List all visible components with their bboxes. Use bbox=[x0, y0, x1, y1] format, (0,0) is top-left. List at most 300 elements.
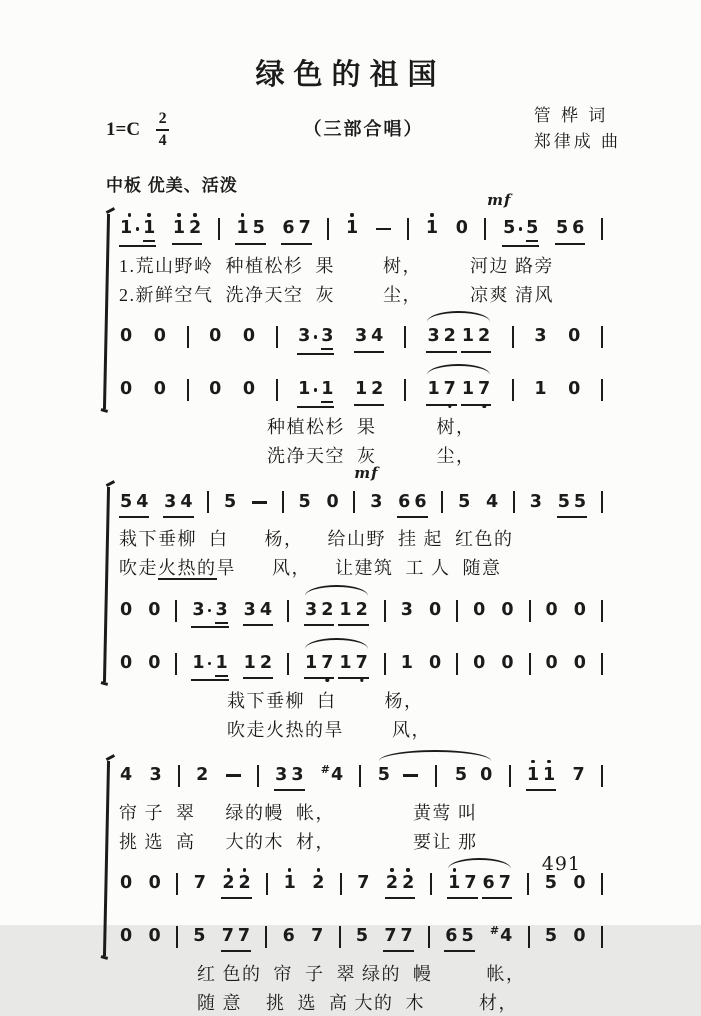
barline bbox=[529, 600, 531, 622]
pitch-digit: 1 bbox=[143, 218, 156, 239]
note-glyph bbox=[462, 326, 474, 348]
pitch-digit: 3 bbox=[305, 599, 318, 620]
note bbox=[321, 320, 333, 350]
note bbox=[426, 212, 438, 240]
note bbox=[291, 759, 303, 787]
pitch-digit: 1 bbox=[172, 218, 186, 239]
pitch-digit: 5 bbox=[544, 873, 557, 894]
beamed-subgroup bbox=[461, 320, 491, 353]
music-line bbox=[119, 464, 603, 523]
note bbox=[355, 373, 367, 401]
duration-dash bbox=[403, 774, 418, 777]
note-glyph bbox=[546, 653, 558, 675]
beamed-subgroup bbox=[338, 647, 368, 680]
note-glyph bbox=[209, 326, 221, 348]
pitch-digit: 1 bbox=[543, 765, 556, 785]
note bbox=[120, 212, 139, 240]
octave-dot-below bbox=[360, 678, 363, 681]
note-glyph bbox=[120, 765, 132, 787]
note-group bbox=[119, 920, 133, 948]
pitch-digit: 2 bbox=[196, 765, 209, 785]
note-glyph bbox=[355, 379, 367, 401]
pitch-digit: 0 bbox=[120, 652, 133, 673]
note-glyph bbox=[572, 765, 584, 787]
pitch-digit: 7 bbox=[237, 926, 251, 947]
music-line bbox=[119, 191, 603, 250]
pitch-digit: 1 bbox=[298, 379, 311, 400]
note-glyph bbox=[149, 765, 161, 787]
barline bbox=[430, 873, 432, 895]
pitch-digit: 5 bbox=[526, 218, 539, 239]
note-group bbox=[375, 212, 392, 240]
pitch-digit: 0 bbox=[120, 379, 133, 400]
tempo-marking: 中板 优美、活泼 bbox=[106, 176, 238, 195]
barline bbox=[327, 218, 329, 240]
note-glyph bbox=[299, 491, 311, 513]
note bbox=[478, 373, 490, 401]
note-glyph bbox=[120, 491, 132, 513]
pitch-digit: 3 bbox=[298, 326, 311, 347]
augmentation-dot bbox=[519, 227, 522, 230]
note-glyph bbox=[238, 926, 250, 948]
barline bbox=[601, 218, 603, 240]
note-glyph bbox=[236, 218, 248, 240]
dot bbox=[128, 213, 131, 216]
note bbox=[486, 485, 498, 513]
note-glyph bbox=[501, 653, 513, 675]
note-group bbox=[153, 373, 167, 401]
pitch-digit: 1 bbox=[321, 379, 334, 400]
note-glyph bbox=[573, 873, 585, 895]
rest-note bbox=[473, 594, 485, 622]
barline bbox=[601, 600, 603, 622]
note bbox=[448, 867, 460, 895]
note bbox=[215, 647, 227, 677]
lyric-text: 洗净天空 灰 尘， bbox=[267, 446, 476, 467]
meta-row bbox=[106, 103, 621, 163]
note-glyph bbox=[426, 218, 438, 240]
barline bbox=[257, 765, 259, 787]
pitch-digit: 7 bbox=[193, 873, 206, 894]
rest-note bbox=[148, 920, 160, 948]
pitch-digit: 0 bbox=[209, 379, 222, 400]
dot bbox=[453, 868, 456, 871]
note-group bbox=[572, 920, 586, 948]
note bbox=[299, 485, 311, 513]
tie-group bbox=[446, 867, 513, 900]
pitch-digit: 0 bbox=[326, 491, 339, 512]
dash-note bbox=[403, 759, 418, 787]
pitch-digit: 4 bbox=[371, 326, 384, 347]
note-group bbox=[147, 920, 161, 948]
below-lyrics bbox=[106, 961, 603, 1016]
barline bbox=[287, 600, 289, 622]
lyric-line bbox=[119, 526, 603, 552]
below-lyrics bbox=[106, 688, 603, 743]
pitch-digit: 3 bbox=[215, 599, 228, 620]
note-group bbox=[355, 920, 369, 948]
note bbox=[455, 759, 467, 787]
note-glyph bbox=[283, 926, 295, 948]
note-group bbox=[567, 373, 581, 401]
beamed-group bbox=[172, 212, 202, 245]
tie-group bbox=[377, 759, 494, 787]
barline bbox=[176, 926, 178, 948]
barline bbox=[428, 926, 430, 948]
note-group bbox=[489, 920, 513, 948]
pitch-digit: 2 bbox=[189, 218, 202, 239]
note-group bbox=[192, 920, 206, 948]
barline bbox=[359, 765, 361, 787]
barline bbox=[513, 491, 515, 513]
note bbox=[556, 212, 568, 240]
note-glyph bbox=[573, 926, 585, 948]
note bbox=[339, 647, 351, 675]
system-2 bbox=[106, 464, 603, 742]
beamed-group bbox=[526, 759, 556, 792]
note-glyph bbox=[435, 765, 437, 787]
pitch-digit: 0 bbox=[120, 599, 133, 620]
barline bbox=[175, 653, 177, 675]
system-bracket bbox=[103, 214, 110, 409]
pitch-digit: 1 bbox=[120, 218, 133, 239]
pitch-digit: 7 bbox=[311, 926, 324, 947]
note bbox=[311, 920, 323, 948]
note-group bbox=[325, 485, 339, 513]
note-glyph bbox=[458, 491, 470, 513]
pitch-digit: 2 bbox=[402, 873, 415, 894]
note bbox=[253, 212, 265, 240]
note-glyph bbox=[455, 765, 467, 787]
note-glyph bbox=[120, 218, 139, 240]
note bbox=[386, 867, 398, 895]
pitch-digit: 2 bbox=[371, 379, 384, 400]
note-glyph bbox=[215, 653, 227, 675]
rest-note bbox=[149, 867, 161, 895]
pitch-digit: 2 bbox=[443, 326, 456, 347]
dot bbox=[547, 760, 550, 763]
note-group bbox=[119, 320, 133, 348]
pitch-digit: 1 bbox=[283, 873, 296, 894]
note bbox=[238, 920, 250, 948]
note bbox=[490, 920, 512, 948]
note-glyph bbox=[154, 326, 166, 348]
note-group bbox=[320, 759, 344, 787]
note bbox=[356, 594, 368, 622]
note-glyph bbox=[291, 765, 303, 787]
note-glyph bbox=[120, 379, 132, 401]
pitch-digit: 5 bbox=[544, 926, 558, 947]
rest-note bbox=[120, 594, 132, 622]
beamed-group bbox=[191, 647, 228, 682]
note bbox=[478, 320, 490, 348]
rest-note bbox=[243, 373, 255, 401]
pitch-digit: 3 bbox=[534, 326, 547, 347]
pitch-digit: 1 bbox=[339, 599, 352, 620]
barline bbox=[527, 873, 529, 895]
note-group bbox=[148, 867, 162, 895]
beamed-subgroup bbox=[304, 647, 334, 680]
note bbox=[355, 320, 367, 348]
pitch-digit: 6 bbox=[282, 218, 295, 239]
pitch-digit: 0 bbox=[242, 326, 255, 347]
barline bbox=[601, 765, 603, 787]
pitch-digit: 0 bbox=[153, 326, 166, 347]
pitch-digit: 3 bbox=[243, 599, 256, 620]
pitch-digit: 0 bbox=[428, 652, 442, 673]
pitch-digit: 1 bbox=[461, 326, 475, 347]
note bbox=[414, 485, 426, 513]
note bbox=[244, 594, 256, 622]
pitch-digit: 3 bbox=[427, 326, 440, 347]
lyricist: 管 桦 词 bbox=[533, 106, 609, 125]
note bbox=[143, 212, 155, 242]
note bbox=[401, 647, 413, 675]
rest-note bbox=[429, 647, 441, 675]
augmentation-dot bbox=[314, 388, 317, 391]
note bbox=[275, 759, 287, 787]
pitch-digit: 5 bbox=[458, 491, 471, 512]
pitch-digit: 4 bbox=[259, 599, 273, 620]
note-group bbox=[208, 320, 222, 348]
note bbox=[312, 867, 324, 895]
note-glyph bbox=[503, 218, 522, 240]
pitch-digit: 0 bbox=[573, 652, 586, 673]
pitch-digit: 5 bbox=[503, 218, 516, 239]
pitch-digit: 5 bbox=[454, 765, 468, 785]
pitch-digit: 5 bbox=[555, 218, 569, 239]
pitch-digit: 0 bbox=[428, 599, 442, 620]
beamed-group bbox=[555, 212, 585, 245]
dot bbox=[390, 868, 393, 871]
beamed-group bbox=[163, 485, 193, 518]
note-group bbox=[533, 373, 547, 401]
bracketed-lines bbox=[106, 759, 603, 958]
note bbox=[321, 373, 333, 403]
pitch-digit: 0 bbox=[153, 379, 166, 400]
note-group bbox=[345, 212, 359, 240]
augmentation-dot bbox=[208, 662, 211, 665]
note-glyph bbox=[224, 491, 236, 513]
note-group bbox=[251, 485, 268, 513]
barline bbox=[276, 326, 278, 348]
note-glyph bbox=[480, 765, 492, 787]
note-glyph bbox=[403, 765, 418, 787]
lyric-underlined: 火热的 bbox=[158, 558, 217, 579]
dash-note bbox=[252, 485, 267, 513]
note bbox=[239, 867, 251, 895]
lyric-line bbox=[119, 717, 603, 743]
key-signature: 1=C bbox=[106, 119, 141, 140]
note-glyph bbox=[574, 491, 586, 513]
note bbox=[164, 485, 176, 513]
note-glyph bbox=[568, 326, 580, 348]
note-glyph bbox=[473, 653, 485, 675]
pitch-digit: 0 bbox=[242, 379, 255, 400]
music-line bbox=[119, 920, 603, 958]
beamed-group bbox=[487, 191, 539, 247]
rest-note bbox=[574, 647, 586, 675]
song-title: 绿色的祖国 bbox=[255, 59, 446, 91]
barline bbox=[287, 653, 289, 675]
tie-group bbox=[303, 647, 370, 680]
note-glyph bbox=[427, 379, 439, 401]
note-glyph bbox=[355, 326, 367, 348]
pitch-digit: 2 bbox=[385, 873, 399, 894]
pitch-digit: 7 bbox=[572, 765, 585, 785]
barline bbox=[266, 873, 268, 895]
note-group bbox=[356, 867, 370, 895]
note-glyph bbox=[448, 873, 460, 895]
note bbox=[260, 594, 272, 622]
rest-note bbox=[154, 373, 166, 401]
note-group bbox=[545, 647, 559, 675]
lyric-line bbox=[119, 414, 603, 440]
note-group bbox=[529, 485, 543, 513]
note bbox=[194, 867, 206, 895]
pitch-digit: 6 bbox=[482, 873, 495, 894]
pitch-digit: 5 bbox=[557, 491, 570, 512]
pitch-digit: 5 bbox=[355, 926, 369, 947]
note-group bbox=[544, 920, 558, 948]
pitch-digit: 4 bbox=[180, 491, 193, 512]
note-group bbox=[455, 212, 469, 240]
augmentation-dot bbox=[208, 609, 211, 612]
beamed-subgroup bbox=[426, 373, 456, 406]
note-glyph bbox=[398, 491, 410, 513]
beamed-group bbox=[221, 920, 251, 953]
pitch-digit: 0 bbox=[501, 652, 514, 673]
note-group bbox=[242, 320, 256, 348]
pitch-digit: 0 bbox=[209, 326, 222, 347]
inner-barline bbox=[431, 759, 442, 787]
lyric-line bbox=[119, 282, 603, 308]
barline bbox=[404, 379, 406, 401]
note-group bbox=[223, 485, 237, 513]
note bbox=[339, 594, 351, 622]
pitch-digit: 5 bbox=[224, 491, 237, 512]
note-glyph bbox=[143, 218, 155, 240]
note bbox=[461, 920, 473, 948]
note-glyph bbox=[149, 873, 161, 895]
dot bbox=[406, 868, 409, 871]
lyric-text: 1.荒山野岭 种植松杉 果 树， 河边 路旁 bbox=[119, 256, 554, 276]
note-group bbox=[147, 594, 161, 622]
note-glyph bbox=[386, 873, 398, 895]
pitch-digit: 1 bbox=[461, 379, 475, 400]
octave-dot-below bbox=[448, 405, 451, 408]
pitch-digit: 1 bbox=[400, 652, 413, 673]
note bbox=[445, 920, 457, 948]
pitch-digit: 2 bbox=[321, 599, 334, 620]
augmentation-dot bbox=[136, 227, 139, 230]
note bbox=[282, 212, 294, 240]
note-group bbox=[428, 647, 442, 675]
note-glyph bbox=[558, 491, 570, 513]
beamed-subgroup bbox=[461, 373, 491, 406]
ensemble-label: （三部合唱） bbox=[303, 119, 424, 139]
pitch-digit: 5 bbox=[573, 491, 587, 512]
pitch-digit: 3 bbox=[529, 491, 542, 512]
pitch-digit: 7 bbox=[355, 652, 368, 673]
pitch-digit: 7 bbox=[357, 873, 370, 894]
pitch-digit: 3 bbox=[370, 491, 383, 512]
pitch-digit: 0 bbox=[573, 926, 586, 947]
barline bbox=[407, 218, 409, 240]
note-glyph bbox=[193, 926, 205, 948]
note-glyph bbox=[346, 218, 358, 240]
note bbox=[356, 920, 368, 948]
note-glyph bbox=[239, 873, 251, 895]
pitch-digit: 0 bbox=[148, 652, 161, 673]
note bbox=[402, 867, 414, 895]
system-1 bbox=[106, 191, 603, 469]
pitch-digit: 0 bbox=[120, 873, 133, 894]
rest-note bbox=[501, 647, 513, 675]
pitch-digit: 0 bbox=[573, 599, 586, 620]
note-glyph bbox=[298, 326, 317, 348]
note-glyph bbox=[120, 600, 132, 622]
note-group bbox=[533, 320, 547, 348]
barline bbox=[601, 653, 603, 675]
barline bbox=[601, 926, 603, 948]
pitch-digit: 1 bbox=[534, 379, 547, 400]
note-group bbox=[428, 594, 442, 622]
barline bbox=[512, 326, 514, 348]
pitch-digit: 1 bbox=[243, 652, 256, 673]
beamed-group bbox=[191, 594, 228, 629]
rest-note bbox=[568, 373, 580, 401]
system-3 bbox=[106, 759, 603, 1016]
note bbox=[545, 920, 557, 948]
pitch-digit: 6 bbox=[445, 926, 458, 947]
note-glyph bbox=[556, 218, 568, 240]
pitch-digit: 3 bbox=[192, 599, 205, 620]
note-group bbox=[119, 867, 133, 895]
note-group bbox=[119, 373, 133, 401]
note-glyph bbox=[401, 926, 413, 948]
barline bbox=[176, 873, 178, 895]
note-glyph bbox=[282, 218, 294, 240]
note-glyph bbox=[486, 491, 498, 513]
pitch-digit: 1 bbox=[236, 218, 249, 239]
lyric-text: 种植松杉 果 树， bbox=[267, 417, 476, 438]
note-group bbox=[242, 373, 256, 401]
note bbox=[530, 485, 542, 513]
lyric-line bbox=[119, 555, 603, 581]
barline bbox=[353, 491, 355, 513]
note-glyph bbox=[401, 600, 413, 622]
dot bbox=[350, 213, 353, 216]
barline bbox=[512, 379, 514, 401]
pitch-digit: 0 bbox=[473, 599, 486, 620]
barline bbox=[601, 379, 603, 401]
rest-note bbox=[154, 320, 166, 348]
note bbox=[444, 373, 456, 401]
pitch-digit: 0 bbox=[573, 873, 586, 894]
pitch-digit: 2 bbox=[478, 326, 491, 347]
note bbox=[284, 867, 296, 895]
note bbox=[558, 485, 570, 513]
note-glyph bbox=[478, 379, 490, 401]
note-glyph bbox=[148, 600, 160, 622]
note-glyph bbox=[120, 873, 132, 895]
rest-note bbox=[243, 320, 255, 348]
note bbox=[401, 594, 413, 622]
note-glyph bbox=[120, 653, 132, 675]
pitch-digit: 3 bbox=[354, 326, 368, 347]
note-group bbox=[153, 320, 167, 348]
